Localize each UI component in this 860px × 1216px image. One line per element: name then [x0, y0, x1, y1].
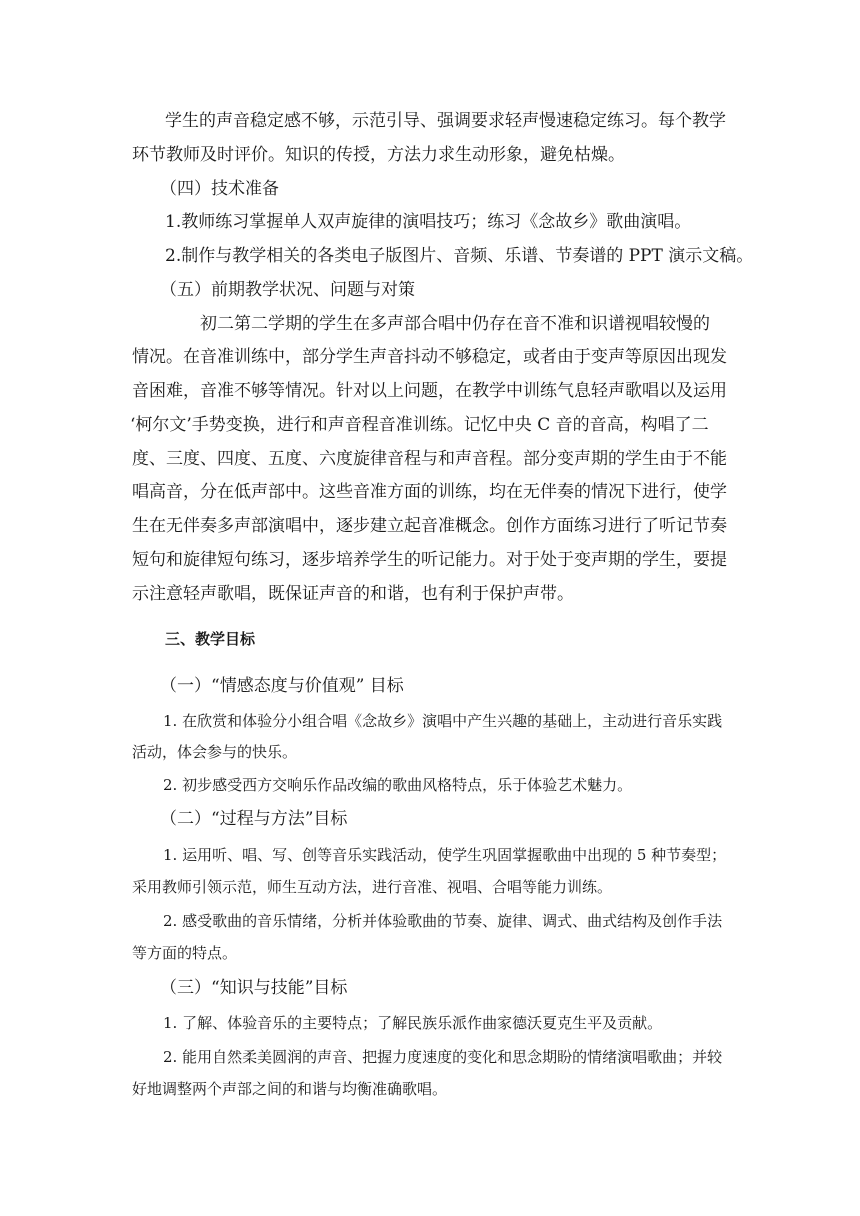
chapter-title: 三、教学目标 [165, 630, 256, 648]
paragraph-line: 唱高音，分在低声部中。这些音准方面的训练，均在无伴奏的情况下进行，使学 [132, 482, 727, 502]
paragraph-line: 情况。在音准训练中，部分学生声音抖动不够稳定，或者由于变声等原因出现发 [132, 347, 727, 367]
list-item: 2.制作与教学相关的各类电子版图片、音频、乐谱、节奏谱的 PPT 演示文稿。 [165, 246, 754, 266]
section-heading: （二）“过程与方法”目标 [160, 809, 348, 829]
paragraph-line: 1. 运用听、唱、写、创等音乐实践活动，使学生巩固掌握歌曲中出现的 5 种节奏型； [163, 846, 727, 864]
list-item: 1.教师练习掌握单人双声旋律的演唱技巧；练习《念故乡》歌曲演唱。 [165, 212, 692, 232]
paragraph-line: 1. 在欣赏和体验分小组合唱《念故乡》演唱中产生兴趣的基础上，主动进行音乐实践 [163, 712, 723, 730]
paragraph-line: 学生的声音稳定感不够，示范引导、强调要求轻声慢速稳定练习。每个教学 [165, 111, 726, 131]
paragraph-line: 环节教师及时评价。知识的传授，方法力求生动形象，避免枯燥。 [132, 145, 625, 165]
section-heading: （一）“情感态度与价值观” 目标 [160, 676, 404, 696]
section-heading: （五）前期教学状况、问题与对策 [160, 280, 415, 300]
paragraph-line: 2. 初步感受西方交响乐作品改编的歌曲风格特点，乐于体验艺术魅力。 [163, 776, 633, 794]
paragraph-line: 1. 了解、体验音乐的主要特点；了解民族乐派作曲家德沃夏克生平及贡献。 [163, 1014, 663, 1032]
section-heading: （三）“知识与技能”目标 [160, 978, 348, 998]
paragraph-line: 2. 能用自然柔美圆润的声音、把握力度速度的变化和思念期盼的情绪演唱歌曲；并较 [163, 1048, 723, 1066]
paragraph-line: 采用教师引领示范，师生互动方法，进行音准、视唱、合唱等能力训练。 [132, 878, 613, 896]
paragraph-line: 短句和旋律短句练习，逐步培养学生的听记能力。对于处于变声期的学生，要提 [132, 550, 727, 570]
paragraph-line: 等方面的特点。 [132, 944, 238, 962]
section-heading: （四）技术准备 [160, 179, 279, 199]
paragraph-line: 度、三度、四度、五度、六度旋律音程与和声音程。部分变声期的学生由于不能 [132, 449, 727, 469]
paragraph-line: 活动，体会参与的快乐。 [132, 743, 298, 761]
paragraph-line: 示注意轻声歌唱，既保证声音的和谐，也有利于保护声带。 [132, 584, 574, 604]
paragraph-line: ‘柯尔文’手势变换，进行和声音程音准训练。记忆中央 C 音的音高，构唱了二 [130, 415, 709, 435]
paragraph-line: 2. 感受歌曲的音乐情绪，分析并体验歌曲的节奏、旋律、调式、曲式结构及创作手法 [163, 912, 723, 930]
paragraph-line: 生在无伴奏多声部演唱中，逐步建立起音准概念。创作方面练习进行了听记节奏 [132, 516, 727, 536]
paragraph-line: 好地调整两个声部之间的和谐与均衡准确歌唱。 [132, 1080, 448, 1098]
paragraph-line: 初二第二学期的学生在多声部合唱中仍存在音不准和识谱视唱较慢的 [200, 314, 710, 334]
paragraph-line: 音困难，音准不够等情况。针对以上问题，在教学中训练气息轻声歌唱以及运用 [132, 381, 727, 401]
